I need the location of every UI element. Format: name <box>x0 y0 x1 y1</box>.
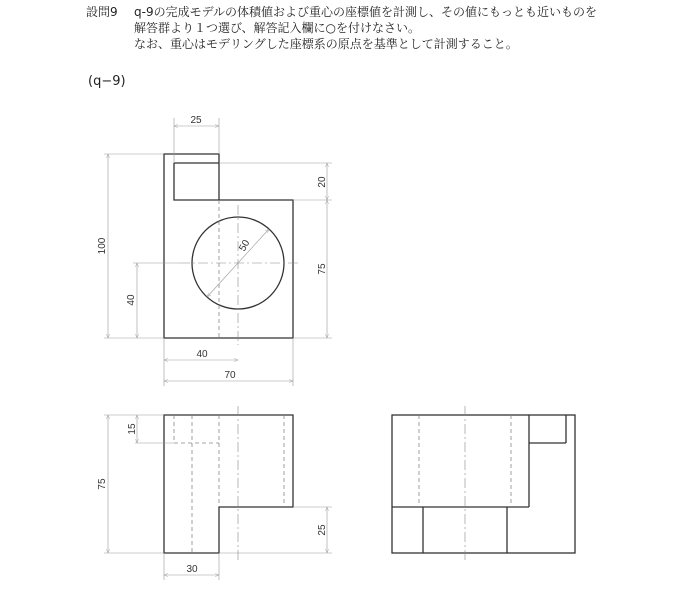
dim-front-75: 75 <box>97 478 108 490</box>
question-line-1: q-9の完成モデルの体積値および重心の座標値を計測し、その値にもっとも近いものを <box>134 5 597 19</box>
dim-40-vertical: 40 <box>126 294 137 306</box>
side-view <box>392 406 575 562</box>
dim-40-horizontal: 40 <box>196 349 208 360</box>
dim-diameter-50: 50 <box>237 238 253 254</box>
top-view <box>97 115 332 386</box>
dim-front-15: 15 <box>127 423 138 435</box>
dim-20: 20 <box>317 176 328 188</box>
dim-front-30: 30 <box>186 564 198 575</box>
front-view <box>97 406 332 580</box>
dim-front-25: 25 <box>317 524 328 536</box>
dim-100: 100 <box>97 237 108 255</box>
question-line-3: なお、重心はモデリングした座標系の原点を基準として計測すること。 <box>134 37 518 51</box>
dim-70: 70 <box>224 370 236 381</box>
figure-label: (q−9) <box>88 74 126 89</box>
question-number: 設問9 <box>86 5 118 19</box>
dim-25: 25 <box>190 115 202 126</box>
dim-75: 75 <box>317 263 328 275</box>
question-line-2: 解答群より１つ選び、解答記入欄に○を付けなさい。 <box>134 21 420 35</box>
